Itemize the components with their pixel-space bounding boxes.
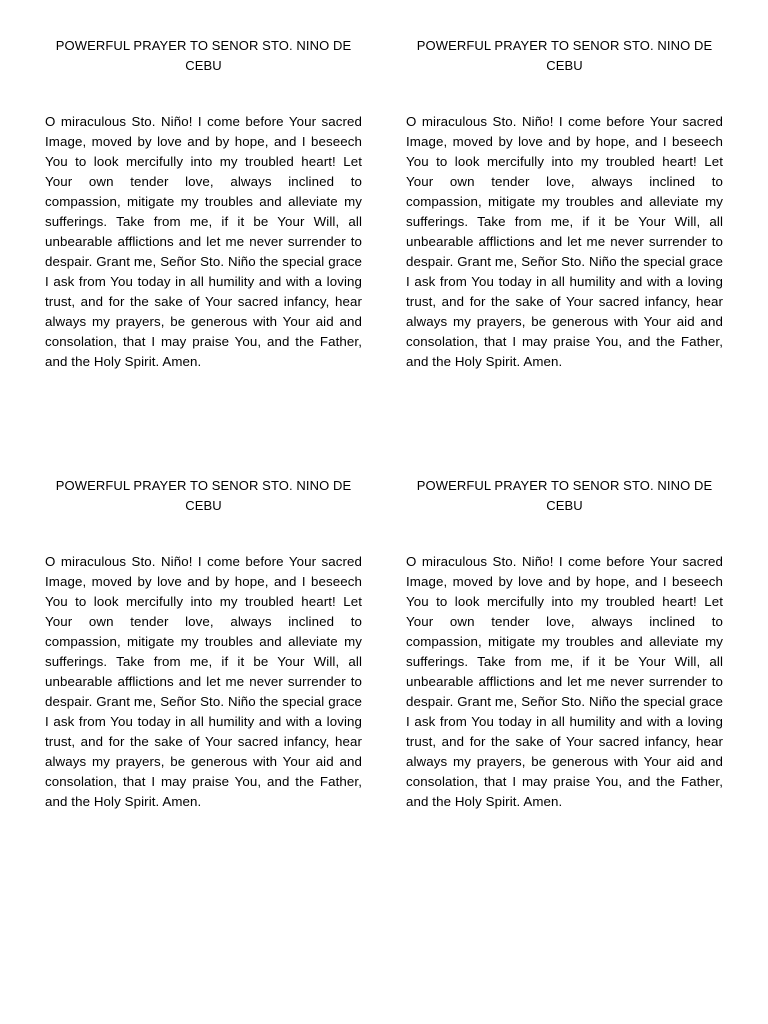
prayer-title: POWERFUL PRAYER TO SENOR STO. NINO DE CEBU xyxy=(416,478,713,513)
prayer-card xyxy=(406,476,723,812)
prayer-card xyxy=(45,36,362,372)
prayer-title: POWERFUL PRAYER TO SENOR STO. NINO DE CEBU xyxy=(55,478,352,513)
prayer-text: O miraculous Sto. Niño! I come before Your sacred Image, moved by love and by hope, and I beseech You to look mercifully into my troubled heart! Let Your own tender love, always inclined to compassion, mitigate my troubles and alleviate my sufferings. Take from me, if it be Your Will, all unbearable afflictions and let me never surrender to despair. Grant me, Señor Sto. Niño the special grace I ask from You today in all humility and with a loving trust, and for the sake of Your sacred infancy, hear always my prayers, be generous with Your aid and consolation, that I may praise You, and the Father, and the Holy Spirit. Amen. xyxy=(406,554,723,809)
prayer-title: POWERFUL PRAYER TO SENOR STO. NINO DE CEBU xyxy=(416,38,713,73)
prayer-text: O miraculous Sto. Niño! I come before Your sacred Image, moved by love and by hope, and I beseech You to look mercifully into my troubled heart! Let Your own tender love, always inclined to compassion, mitigate my troubles and alleviate my sufferings. Take from me, if it be Your Will, all unbearable afflictions and let me never surrender to despair. Grant me, Señor Sto. Niño the special grace I ask from You today in all humility and with a loving trust, and for the sake of Your sacred infancy, hear always my prayers, be generous with Your aid and consolation, that I may praise You, and the Father, and the Holy Spirit. Amen. xyxy=(45,554,362,809)
prayer-text: O miraculous Sto. Niño! I come before Your sacred Image, moved by love and by hope, and I beseech You to look mercifully into my troubled heart! Let Your own tender love, always inclined to compassion, mitigate my troubles and alleviate my sufferings. Take from me, if it be Your Will, all unbearable afflictions and let me never surrender to despair. Grant me, Señor Sto. Niño the special grace I ask from You today in all humility and with a loving trust, and for the sake of Your sacred infancy, hear always my prayers, be generous with Your aid and consolation, that I may praise You, and the Father, and the Holy Spirit. Amen. xyxy=(45,114,362,369)
prayer-text: O miraculous Sto. Niño! I come before Your sacred Image, moved by love and by hope, and I beseech You to look mercifully into my troubled heart! Let Your own tender love, always inclined to compassion, mitigate my troubles and alleviate my sufferings. Take from me, if it be Your Will, all unbearable afflictions and let me never surrender to despair. Grant me, Señor Sto. Niño the special grace I ask from You today in all humility and with a loving trust, and for the sake of Your sacred infancy, hear always my prayers, be generous with Your aid and consolation, that I may praise You, and the Father, and the Holy Spirit. Amen. xyxy=(406,114,723,369)
prayer-card xyxy=(45,476,362,812)
prayer-title: POWERFUL PRAYER TO SENOR STO. NINO DE CEBU xyxy=(55,38,352,73)
prayer-card xyxy=(406,36,723,372)
